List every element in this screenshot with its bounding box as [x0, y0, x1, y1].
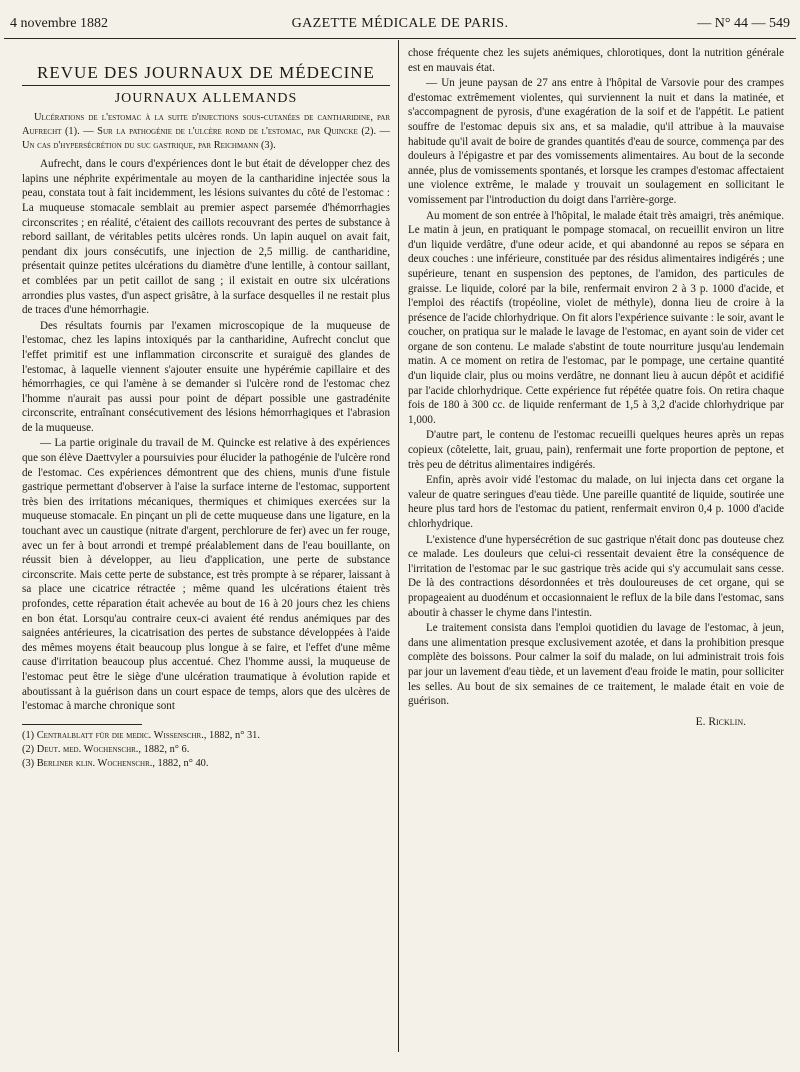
- right-paragraph: D'autre part, le contenu de l'estomac recueilli quelques heures après un repas copieux (côtelette, lait, gruau, pain), renfermait une forte proportion de peptone, et très peu de détritus alimentaires indigérés.: [408, 429, 784, 471]
- footnote-ref: , 1882, n° 6.: [138, 743, 190, 755]
- left-paragraph: — La partie originale du travail de M. Quincke est relative à des expériences que son élève Daettvyler a poursuivies pour élucider la pathogénie de l'ulcère rond de l'estomac. Ces expériences démontrent que des chiens, munis d'une fistule gastrique permettant d'observer à l'aise la surface interne de l'estomac, supportent très bien des irritations mécaniques, thermiques et chimiques exercées sur la muqueuse stomacale. En pinçant un pli de cette muqueuse dans une ligature, en la touchant avec un caustique (nitrate d'argent, perchlorure de fer) avec un fer rouge, avec un fer à bout arrondi et trempé préalablement dans de l'eau bouillante, on réussit bien à développer, au lieu d'application, une perte de substance circonscrite. Mais cette perte de substance, est très prompte à se réparer, laissant à sa place une cicatrice rétractée ; même quand les ulcérations étaient très profondes, cette réparation était achevée au bout de 16 à 20 jours chez les chiens en bon état. Lorsqu'au contraire ceux-ci avaient été rendus anémiques par des saignées antérieures, la cicatrisation des pertes de substance développées à l'aide des mêmes moyens était beaucoup plus longue à se faire, et l'effet d'une même cause d'irritation beaucoup plus accentué. Chez l'homme aussi, la muqueuse de l'estomac peut être le siège d'une ulcération traumatique à évolution rapide et aboutissant à la guérison dans un court espace de temps, alors que des ulcères de l'estomac à marche chronique sont: [22, 437, 390, 713]
- right-paragraph: Le traitement consista dans l'emploi quotidien du lavage de l'estomac, à jeun, dans une alimentation presque exclusivement azotée, et dans la prohibition presque complète des boissons. Pour calmer la soif du malade, on lui administrait trois fois par jour un lavement d'eau tiède, et un lavement d'eau froide le matin, pour solliciter les selles. Au bout de six semaines de ce traitement, le malade était en voie de guérison.: [408, 622, 784, 708]
- section-title: REVUE DES JOURNAUX DE MÉDECINE: [22, 66, 390, 86]
- footnote-ref: , 1882, n° 31.: [203, 729, 260, 741]
- footnote-number: (1): [22, 729, 35, 741]
- left-paragraph: Des résultats fournis par l'examen microscopique de la muqueuse de l'estomac, chez les lapins intoxiqués par la cantharidine, Aufrecht conclut que l'effet primitif est une inflammation circonscrite et suraiguë des glandes de l'estomac, à laquelle viennent s'ajouter ensuite une hypérémie capillaire et des hémorrhagies, ce qui l'amène à se demander si l'ulcère rond de l'estomac chez l'homme n'aurait pas aussi pour point de départ possible une gastradénite circonscrite, entraînant consécutivement des lésions hémorrhagiques et l'abrasion de la muqueuse.: [22, 319, 390, 434]
- footnote: [22, 743, 390, 757]
- left-column: [22, 46, 390, 1052]
- footnote-number: (3): [22, 757, 35, 769]
- footnote-rule: [22, 724, 142, 725]
- right-column: [408, 46, 784, 1052]
- subsection-title: JOURNAUX ALLEMANDS: [114, 90, 298, 106]
- header-date: 4 novembre 1882: [10, 16, 108, 31]
- header-journal-title: GAZETTE MÉDICALE DE PARIS.: [291, 16, 509, 31]
- footnote-source: Deut. med. Wochenschr.: [36, 743, 139, 755]
- footnote: [22, 729, 390, 743]
- footnote-ref: , 1882, n° 40.: [152, 757, 209, 769]
- footnote-source: Centralblatt für die medic. Wissenschr.: [36, 729, 204, 741]
- right-paragraph: Au moment de son entrée à l'hôpital, le malade était très amaigri, très anémique. Le matin à jeun, en pratiquant le pompage stomacal, on recueillit environ un litre d'un liquide verdâtre, d'une odeur acide, et qui abandonné au repos se sépara en deux couches : une inférieure, constituée par des résidus alimentaires indigérés ; une supérieure, tenant en suspension des peptones, de l'amidon, des particules de graisse. Le liquide, coloré par la bile, renfermait environ 2 à 3 p. 1000 d'acide, et l'emploi des réactifs (tropéoline, violet de méthyle), donna lieu de croire à la présence de l'acide chlorhydrique. On fit alors l'expérience suivante : le soir, avant le coucher, on pratiqua sur le malade le lavage de l'estomac, en ayant soin de vider cet organe de son contenu. Le malade s'abstint de toute nourriture jusqu'au lendemain matin. A ce moment on retira de l'estomac, par le pompage, une certaine quantité d'un liquide clair, plus ou moins verdâtre, ne donnant lieu à aucun dépôt et acidifié par l'acide chlorhydrique. Cette expérience fut répétée quatre fois. On retira chaque fois de 180 à 300 cc. de liquide renfermant de 1,5 à 3,2 d'acide chlorhydrique par 1,000.: [408, 209, 784, 426]
- article-heading: Ulcérations de l'estomac à la suite d'injections sous-cutanées de cantharidine, par Aufrecht (1). — Sur la pathogénie de l'ulcère rond de l'estomac, par Quincke (2). — Un cas d'hypersécrétion du suc gastrique, par Reichmann (3).: [22, 112, 390, 152]
- right-paragraph: L'existence d'une hypersécrétion de suc gastrique n'était donc pas douteuse chez ce malade. Les douleurs que celui-ci ressentait devaient être la conséquence de l'irritation de l'estomac par le suc gastrique très acide qui s'y accumulait sans cesse. De là des contractions désordonnées et très douloureuses de cet organe, qui se propageaient au duodénum et occasionnaient le reflux de la bile dans l'estomac, sans aboutir à chasser le chyme dans l'intestin.: [408, 533, 784, 619]
- left-paragraph: Aufrecht, dans le cours d'expériences dont le but était de développer chez des lapins une néphrite expérimentale au moyen de la cantharidine injectée sous la peau, constata tout à fait incidemment, les lésions suivantes du côté de l'estomac : La muqueuse stomacale semblait au premier aspect parsemée d'hémorrhagies circonscrites ; en réalité, c'étaient des caillots recouvrant des pertes de substance à rebord saillant, de véritables petits ulcères ronds. Un lapin auquel on avait fait, pendant dix jours consécutifs, une injection de 2,5 millig. de cantharidine, présentait quinze petites ulcérations du diamètre d'une lentille, à contour saillant, et comblées par un petit caillot de sang ; il existait en outre six ulcérations arrondies plus vastes, d'un aspect grisâtre, à la surface desquelles il ne restait plus de traces d'une hémorrhagie.: [22, 158, 390, 317]
- page-header: [6, 14, 794, 34]
- right-paragraph: Enfin, après avoir vidé l'estomac du malade, on lui injecta dans cet organe la valeur de quatre seringues d'eau tiède. Une pareille quantité de liquide, soutirée une heure plus tard hors de l'estomac du patient, renfermait environ 0,4 p. 1000 d'acide chlorhydrique.: [408, 474, 784, 530]
- footnotes: [22, 729, 390, 771]
- footnote-source: Berliner klin. Wochenschr.: [36, 757, 153, 769]
- right-paragraph: — Un jeune paysan de 27 ans entre à l'hôpital de Varsovie pour des crampes d'estomac extrêmement violentes, qui surviennent la nuit et dans la matinée, et s'accompagnent de pyrosis, d'une exagération de la soif et de l'appétit. Le patient souffre de l'estomac depuis six ans, et sa maladie, qu'il attribue à la mauvaise habitude qu'il avait de boire de grandes quantités d'eau de source, commença par des douleurs à l'épigastre et par des vomissements alimentaires. Au bout de la seconde année, plus de vomissements spontanés, et lorsque les crampes d'estomac affectaient une violence extrême, le malade y trouvait un soulagement en sollicitant le vomissement par l'introduction du doigt dans l'arrière-gorge.: [408, 77, 784, 206]
- right-paragraph: chose fréquente chez les sujets anémiques, chlorotiques, dont la nutrition générale est en mauvais état.: [408, 47, 784, 74]
- header-rule: [4, 38, 796, 39]
- column-divider: [398, 40, 399, 1052]
- footnote-number: (2): [22, 743, 35, 755]
- author-signature: E. Ricklin.: [695, 715, 746, 728]
- footnote: [22, 757, 390, 771]
- header-issue-number: — N° 44 — 549: [697, 16, 790, 31]
